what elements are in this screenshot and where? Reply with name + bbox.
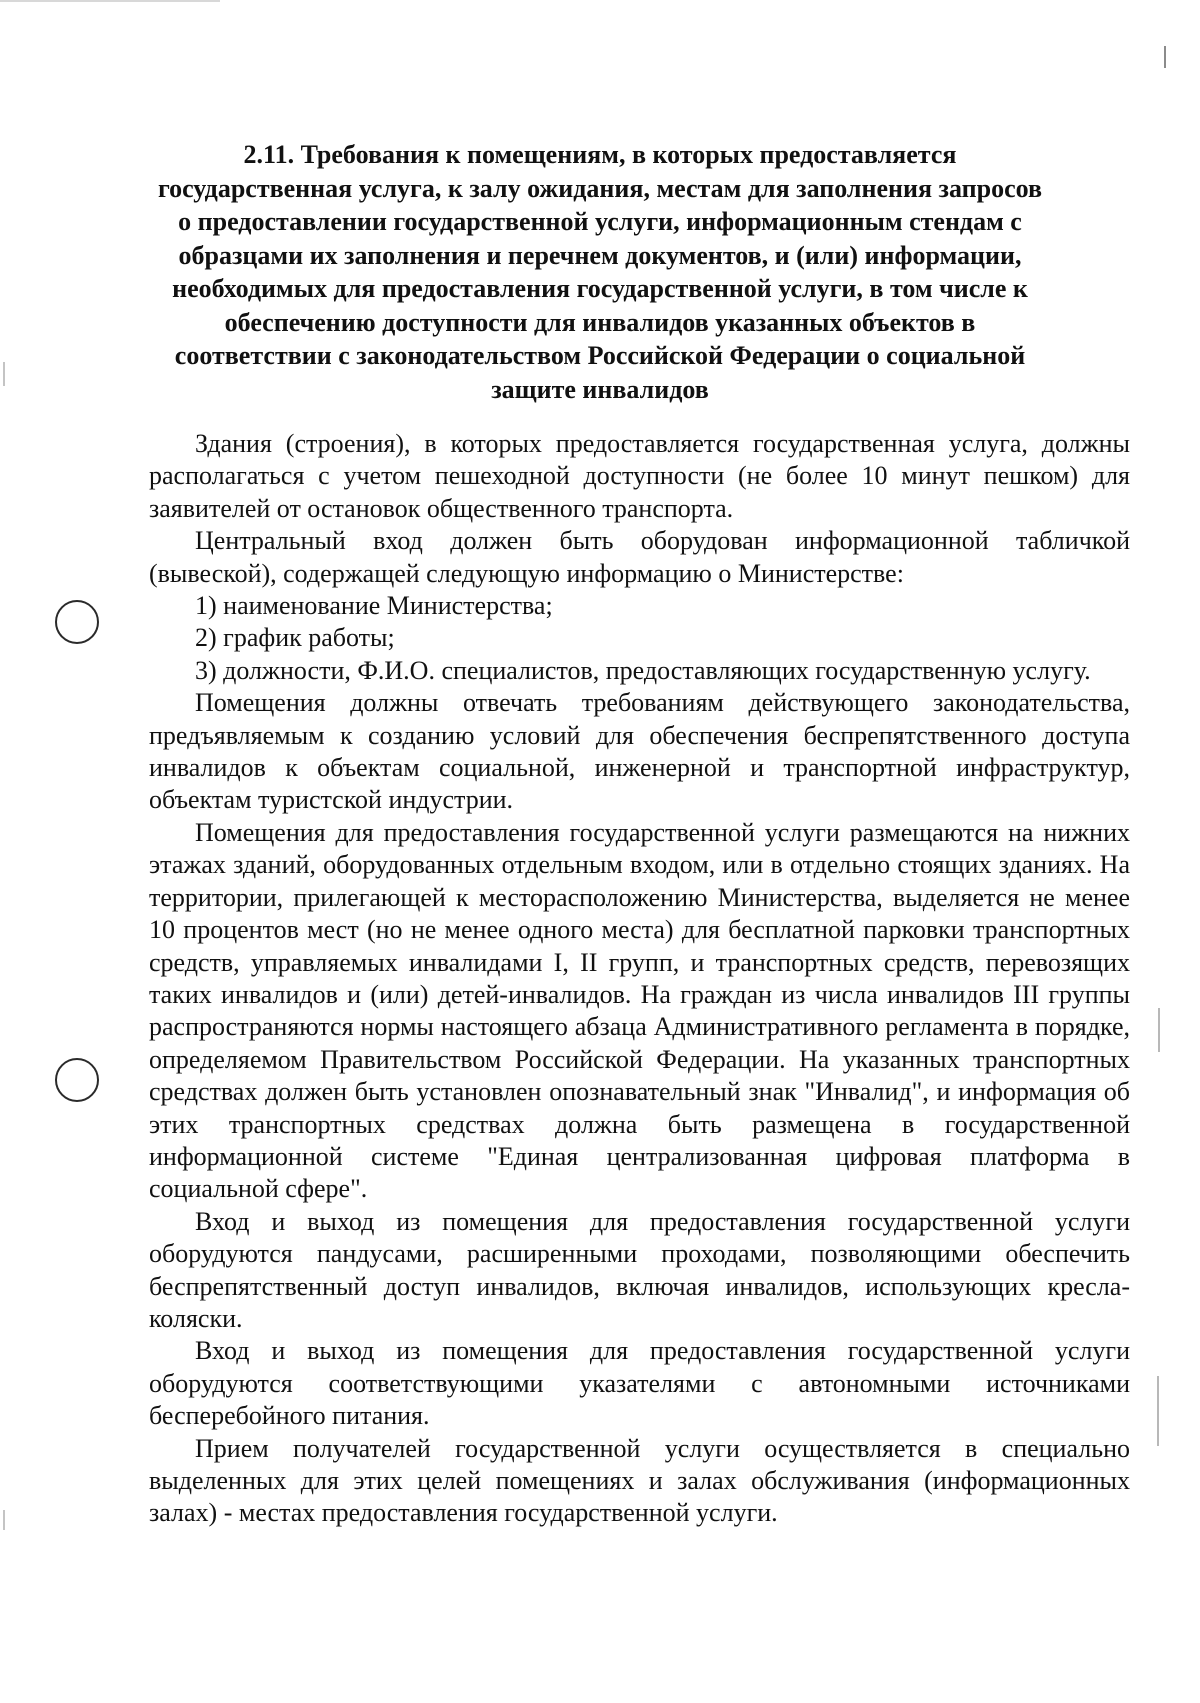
paragraph: Помещения для предоставления государственной услуги размещаются на нижних этажах зданий, оборудованных отдельным входом, или в отдельно стоящих зданиях. На территории, прилегающей к месторасположению Министерства, выделяется не менее 10 процентов мест (но не менее одного места) для бесплатной парковки транспортных средств, управляемых инвалидами I, II групп, и транспортных средств, перевозящих таких инвалидов и (или) детей-инвалидов. На граждан из числа инвалидов III группы распространяются нормы настоящего абзаца Административного регламента в порядке, определяемом Правительством Российской Федерации. На указанных транспортных средствах должен быть установлен опознавательный знак "Инвалид", и информация об этих транспортных средствах должна быть размещена в государственной информационной системе "Единая централизованная цифровая платформа в социальной сфере". (149, 817, 1130, 1204)
scan-mark (3, 1510, 5, 1530)
scan-mark (1164, 46, 1166, 68)
punch-hole-icon (55, 1058, 99, 1102)
section-heading: 2.11. Требования к помещениям, в которых предоставляется государственная услуга, к залу ожидания, местам для заполнения запросов о предоставлении государственной услуги, информационным стендам с образцами их заполнения и перечнем документов, и (или) информации, необходимых для предоставления государственной услуги, в том числе к обеспечению доступности для инвалидов указанных объектов в соответствии с законодательством Российской Федерации о социальной защите инвалидов (157, 140, 1043, 404)
list-item: 2) график работы; (195, 623, 395, 653)
paragraph: Центральный вход должен быть оборудован информационной табличкой (вывеской), содержащей следующую информацию о Министерстве: (149, 526, 1130, 588)
paragraph: Помещения должны отвечать требованиям действующего законодательства, предъявляемым к созданию условий для обеспечения беспрепятственного доступа инвалидов к объектам социальной, инженерной и транспортной инфраструктур, объектам туристской индустрии. (149, 688, 1130, 815)
scan-edge-line (0, 0, 220, 2)
paragraph: Здания (строения), в которых предоставляется государственная услуга, должны располагаться с учетом пешеходной доступности (не более 10 минут пешком) для заявителей от остановок общественного транспорта. (149, 429, 1130, 523)
paragraph: Прием получателей государственной услуги осуществляется в специально выделенных для этих целей помещениях и залах обслуживания (информационных залах) - местах предоставления государственной услуги. (149, 1433, 1130, 1528)
paragraph: Вход и выход из помещения для предоставления государственной услуги оборудуются соответствующими указателями с автономными источниками бесперебойного питания. (149, 1336, 1130, 1431)
list-item: 1) наименование Министерства; (195, 591, 553, 621)
document-body (149, 428, 1130, 1530)
scan-mark (1158, 1008, 1160, 1052)
paragraph: Вход и выход из помещения для предоставления государственной услуги оборудуются пандусами, расширенными проходами, позволяющими обеспечить беспрепятственный доступ инвалидов, включая инвалидов, использующих кресла-коляски. (149, 1206, 1130, 1333)
list-item: 3) должности, Ф.И.О. специалистов, предоставляющих государственную услугу. (195, 655, 1091, 685)
scan-mark (1157, 1376, 1159, 1446)
punch-hole-icon (55, 600, 99, 644)
scan-mark (3, 362, 5, 386)
